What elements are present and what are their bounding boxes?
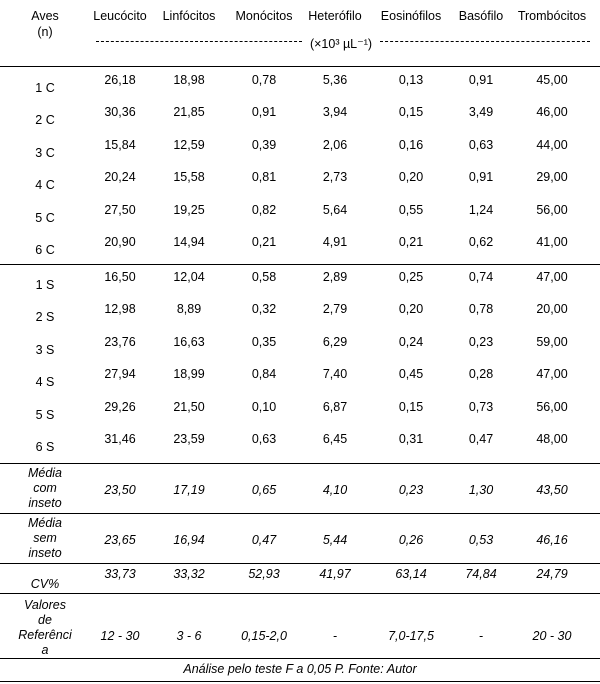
table-cell: 56,00 xyxy=(536,399,568,414)
table-cell: 31,46 xyxy=(104,432,136,446)
table-cell: 52,93 xyxy=(248,567,280,581)
table-cell: 20,90 xyxy=(104,235,136,249)
table-cell: 0,78 xyxy=(251,73,277,87)
row-label xyxy=(0,466,90,511)
table-cell: 8,89 xyxy=(176,302,202,317)
table-cell: 15,84 xyxy=(104,137,136,152)
table-cell: 0,82 xyxy=(251,202,277,217)
row-label-line: inseto xyxy=(28,496,62,510)
summary-rule xyxy=(0,593,600,594)
row-label: 2 S xyxy=(35,310,55,325)
footer-rule xyxy=(0,658,600,659)
table-cell: 16,94 xyxy=(173,533,205,547)
row-label-line: Valores xyxy=(24,598,66,612)
table-cell: 0,62 xyxy=(468,235,494,249)
table-cell: 0,13 xyxy=(398,73,424,87)
table-cell: 46,00 xyxy=(536,105,568,120)
row-label xyxy=(0,516,90,561)
table-cell: 27,94 xyxy=(104,367,136,382)
table-cell: 29,00 xyxy=(536,170,568,185)
table-cell: 20,00 xyxy=(536,302,568,317)
table-cell: 23,59 xyxy=(173,432,205,446)
table-cell: 2,89 xyxy=(322,270,348,284)
table-cell: 30,36 xyxy=(104,105,136,120)
table-cell: 0,21 xyxy=(398,235,424,249)
footer-note: Análise pelo teste F a 0,05 P. Fonte: Autor xyxy=(183,662,417,676)
table-cell: 0,81 xyxy=(251,170,277,185)
row-label: 6 C xyxy=(35,243,55,257)
table-cell: 74,84 xyxy=(465,567,497,581)
table-cell: 6,87 xyxy=(322,399,348,414)
table-cell: 0,63 xyxy=(251,432,277,446)
table-cell: 0,24 xyxy=(398,334,424,349)
table-cell: 0,25 xyxy=(398,270,424,284)
row-label: 6 S xyxy=(35,440,55,454)
table-cell: 27,50 xyxy=(104,202,136,217)
table-cell: 0,55 xyxy=(398,202,424,217)
row-label-line: Média xyxy=(27,466,63,480)
row-label: 5 C xyxy=(35,210,55,225)
table-cell: 20 - 30 xyxy=(532,629,572,643)
row-label xyxy=(0,577,90,592)
table-cell: 5,36 xyxy=(322,73,348,87)
table-cell: 41,00 xyxy=(536,235,568,249)
table-cell: 12,98 xyxy=(104,302,136,317)
table-cell: 0,39 xyxy=(251,137,277,152)
table-cell: 23,65 xyxy=(104,533,136,547)
table-cell: 44,00 xyxy=(536,137,568,152)
table-cell: 24,79 xyxy=(536,567,568,581)
table-cell: 7,40 xyxy=(322,367,348,382)
table-cell: 21,50 xyxy=(173,399,205,414)
table-cell: 0,15 xyxy=(398,399,424,414)
header-col-heterofilo: Heterófilo xyxy=(308,9,362,23)
row-label xyxy=(0,598,90,658)
header-col-trombocitos: Trombócitos xyxy=(517,9,587,23)
table-cell: 18,99 xyxy=(173,367,205,382)
header-col-linfocitos: Linfócitos xyxy=(162,9,216,23)
table-cell: 59,00 xyxy=(536,334,568,349)
summary-rule xyxy=(0,513,600,514)
header-aves xyxy=(0,9,90,39)
table-cell: 12,04 xyxy=(173,270,205,284)
table-cell: 56,00 xyxy=(536,202,568,217)
table-cell: - xyxy=(332,629,338,643)
table-cell: 47,00 xyxy=(536,367,568,382)
table-cell: 48,00 xyxy=(536,432,568,446)
table-cell: 0,45 xyxy=(398,367,424,382)
header-col-monocitos: Monócitos xyxy=(235,9,293,23)
row-label-line: Média xyxy=(27,516,63,530)
table-cell: 3 - 6 xyxy=(176,629,202,643)
table-cell: 0,23 xyxy=(468,334,494,349)
table-cell: 0,65 xyxy=(251,483,277,497)
row-label-line: Referênci xyxy=(18,628,72,642)
summary-rule xyxy=(0,563,600,564)
table-cell: 4,91 xyxy=(322,235,348,249)
row-label-line: sem xyxy=(33,531,57,545)
table-cell: 1,24 xyxy=(468,202,494,217)
table-cell: 1,30 xyxy=(468,483,494,497)
table-cell: 6,29 xyxy=(322,334,348,349)
unit-dash-right xyxy=(380,41,590,56)
table-cell: 0,84 xyxy=(251,367,277,382)
summary-top-rule xyxy=(0,463,600,464)
table-cell: 46,16 xyxy=(536,533,568,547)
table-cell: 0,15 xyxy=(398,105,424,120)
row-label: 4 C xyxy=(35,178,55,193)
table-cell: 15,58 xyxy=(173,170,205,185)
table-cell: 33,32 xyxy=(173,567,205,581)
table-cell: 0,74 xyxy=(468,270,494,284)
table-cell: 0,15-2,0 xyxy=(241,629,287,643)
row-label: 1 S xyxy=(35,278,55,292)
row-label: 2 C xyxy=(35,113,55,128)
table-cell: 16,50 xyxy=(104,270,136,284)
table-cell: 7,0-17,5 xyxy=(388,629,434,643)
table-cell: 20,24 xyxy=(104,170,136,185)
table-cell: 19,25 xyxy=(173,202,205,217)
row-label-line: CV% xyxy=(30,577,60,591)
table-cell: 0,23 xyxy=(398,483,424,497)
table-cell: 0,73 xyxy=(468,399,494,414)
table-cell: 3,49 xyxy=(468,105,494,120)
unit-label: (×10³ µL⁻¹) xyxy=(309,37,373,51)
table-cell: 26,18 xyxy=(104,73,136,87)
table-cell: 2,06 xyxy=(322,137,348,152)
table-cell: 0,47 xyxy=(468,432,494,446)
table-cell: 2,73 xyxy=(322,170,348,185)
header-rule xyxy=(0,66,600,67)
row-label: 3 C xyxy=(35,145,55,160)
header-col-basofilo: Basófilo xyxy=(458,9,504,23)
table-cell: 0,47 xyxy=(251,533,277,547)
table-cell: 17,19 xyxy=(173,483,205,497)
row-label: 4 S xyxy=(35,375,55,390)
table-cell: 5,64 xyxy=(322,202,348,217)
row-label-line: inseto xyxy=(28,546,62,560)
table-cell: 0,91 xyxy=(468,73,494,87)
table-cell: 0,32 xyxy=(251,302,277,317)
table-cell: 23,76 xyxy=(104,334,136,349)
table-cell: 0,20 xyxy=(398,170,424,185)
table-cell: 0,10 xyxy=(251,399,277,414)
table-cell: 0,35 xyxy=(251,334,277,349)
table-cell: 12,59 xyxy=(173,137,205,152)
table-cell: 0,58 xyxy=(251,270,277,284)
header-aves-label: Aves xyxy=(31,9,59,23)
row-label-line: de xyxy=(38,613,52,627)
table-cell: 0,91 xyxy=(468,170,494,185)
row-label: 3 S xyxy=(35,342,55,357)
table-cell: 2,79 xyxy=(322,302,348,317)
row-label: 5 S xyxy=(35,407,55,422)
header-n-label: (n) xyxy=(37,25,53,39)
table-cell: 41,97 xyxy=(319,567,351,581)
table-cell: 3,94 xyxy=(322,105,348,120)
row-label-line: a xyxy=(41,643,49,657)
table-cell: 0,63 xyxy=(468,137,494,152)
table-cell: 0,16 xyxy=(398,137,424,152)
table-cell: 4,10 xyxy=(322,483,348,497)
table-cell: 12 - 30 xyxy=(100,629,140,643)
table-cell: 21,85 xyxy=(173,105,205,120)
table-cell: 0,28 xyxy=(468,367,494,382)
table-cell: 0,31 xyxy=(398,432,424,446)
table-cell: 47,00 xyxy=(536,270,568,284)
table-cell: 29,26 xyxy=(104,399,136,414)
unit-dash-left xyxy=(96,41,302,56)
table-cell: 0,78 xyxy=(468,302,494,317)
table-cell: 0,21 xyxy=(251,235,277,249)
header-col-leucocito: Leucócito xyxy=(93,9,147,23)
table-cell: 5,44 xyxy=(322,533,348,547)
table-cell: 43,50 xyxy=(536,483,568,497)
table-cell: 0,26 xyxy=(398,533,424,547)
table-cell: 45,00 xyxy=(536,73,568,87)
table-cell: 0,20 xyxy=(398,302,424,317)
table-cell: 33,73 xyxy=(104,567,136,581)
table-cell: 18,98 xyxy=(173,73,205,87)
row-label: 1 C xyxy=(35,81,55,95)
row-label-line: com xyxy=(33,481,57,495)
bottom-rule xyxy=(0,681,600,682)
table-cell: - xyxy=(478,629,484,643)
table-cell: 14,94 xyxy=(173,235,205,249)
table-cell: 63,14 xyxy=(395,567,427,581)
group-separator-rule xyxy=(0,264,600,265)
table-cell: 0,91 xyxy=(251,105,277,120)
table-cell: 0,53 xyxy=(468,533,494,547)
table-cell: 23,50 xyxy=(104,483,136,497)
header-col-eosinofilos: Eosinófilos xyxy=(380,9,442,23)
table-cell: 6,45 xyxy=(322,432,348,446)
table-cell: 16,63 xyxy=(173,334,205,349)
